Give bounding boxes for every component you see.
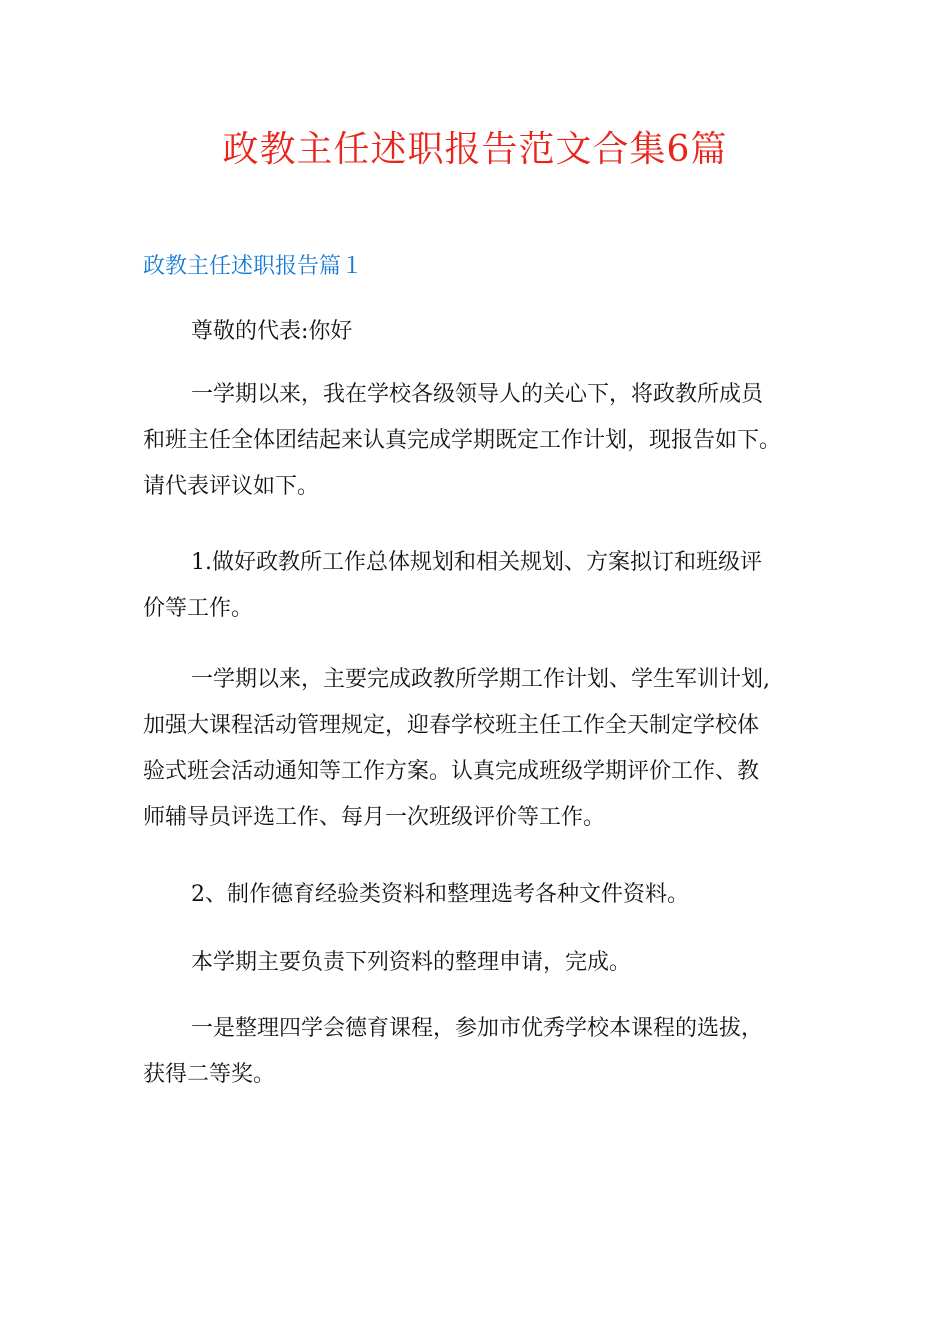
section-heading: 政教主任述职报告篇１ (143, 254, 364, 279)
paragraph-item-2-detail (143, 940, 808, 986)
paragraph-item-1 (143, 540, 808, 632)
paragraph-line: 验式班会活动通知等工作方案。认真完成班级学期评价工作、教 (143, 759, 760, 784)
paragraph-line: 和班主任全体团结起来认真完成学期既定工作计划，现报告如下。 (143, 428, 782, 453)
paragraph-line: 师辅导员评选工作、每月一次班级评价等工作。 (143, 805, 606, 830)
paragraph-line: 一是整理四学会德育课程，参加市优秀学校本课程的选拔， (191, 1016, 764, 1041)
paragraph-line: 请代表评议如下。 (143, 474, 320, 499)
paragraph-line: 加强大课程活动管理规定，迎春学校班主任工作全天制定学校体 (143, 713, 760, 738)
document-title: 政教主任述职报告范文合集6篇 (222, 129, 728, 170)
paragraph-item-1-detail (143, 657, 808, 841)
paragraph-item-2-point-1 (143, 1006, 808, 1098)
paragraph-line: 2、制作德育经验类资料和整理选考各种文件资料。 (191, 882, 689, 907)
paragraph-item-2 (143, 872, 808, 918)
paragraph-line: 尊敬的代表:你好 (191, 319, 353, 344)
paragraph-line: 获得二等奖。 (143, 1062, 276, 1087)
paragraph-greeting (143, 309, 808, 355)
paragraph-line: 价等工作。 (143, 596, 254, 621)
paragraph-line: 本学期主要负责下列资料的整理申请，完成。 (191, 950, 632, 975)
paragraph-line: 1.做好政教所工作总体规划和相关规划、方案拟订和班级评 (191, 550, 762, 575)
paragraph-line: 一学期以来，我在学校各级领导人的关心下，将政教所成员 (191, 382, 764, 407)
paragraph-line: 一学期以来，主要完成政教所学期工作计划、学生军训计划, (191, 667, 770, 692)
paragraph-intro (143, 372, 808, 510)
